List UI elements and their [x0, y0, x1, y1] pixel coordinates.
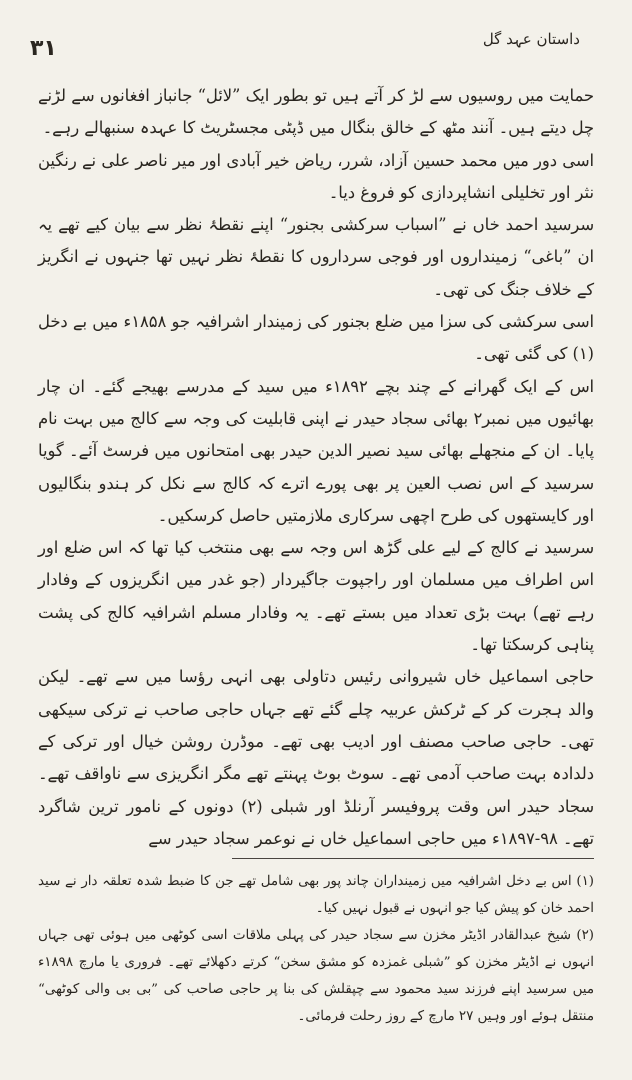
footnote-divider — [232, 858, 594, 859]
page-number: ۳۱ — [30, 36, 57, 61]
footnote: (۲) شیخ عبدالقادر اڈیٹر مخزن سے سجاد حیدر کی پہلی ملاقات اسی کوٹھی میں ہوئی تھی جہاں انہوں نے اڈیٹر مخزن کو ”شبلی غمزدہ کو مشق سخن“ کرتے دکھلائے تھے۔ فروری یا مارچ ۱۸۹۸ء میں سرسید اپنے فرزند سید محمود سے چپقلش کی بنا پر حاجی صاحب کی ”بی بی والی کوٹھی“ منتقل ہوئے اور وہیں ۲۷ مارچ کے روز رحلت فرمائی۔ — [38, 928, 594, 1024]
body-text — [38, 80, 594, 855]
paragraph: اسی دور میں محمد حسین آزاد، شرر، ریاض خیر آبادی اور میر ناصر علی نے رنگین نثر اور تخلیلی انشاپردازی کو فروغ دیا۔ — [38, 150, 594, 202]
paragraph: اس کے ایک گھرانے کے چند بچے ۱۸۹۲ء میں سید کے مدرسے بھیجے گئے۔ ان چار بھائیوں میں نمبر۲ بھائی سجاد حیدر نے اپنی قابلیت کی وجہ سے کالج میں بہت نام پایا۔ ان کے منجھلے بھائی سید نصیر الدین حیدر بھی امتحانوں میں فرسٹ آئے۔ گویا سرسید کے اس نصب العین پر بھی پورے اترے کہ کالج سے نکل کر ہندو بنگالیوں اور کایستھوں کی طرح اچھی سرکاری ملازمتیں حاصل کرسکیں۔ — [38, 376, 594, 525]
footnote: (۱) اس بے دخل اشرافیہ میں زمینداران چاند پور بھی شامل تھے جن کا ضبط شدہ تعلقہ دار نے سید احمد خان کو پیش کیا جو انہوں نے قبول نہیں کیا۔ — [38, 874, 594, 916]
footnotes — [38, 868, 594, 1030]
paragraph: سرسید نے کالج کے لیے علی گڑھ اس وجہ سے بھی منتخب کیا تھا کہ اس ضلع اور اس اطراف میں مسلمان اور راجپوت جاگیردار (جو غدر میں انگریزوں کے وفادار رہے تھے) بہت بڑی تعداد میں بستے تھے۔ یہ وفادار مسلم اشرافیہ کالج کی پشت پناہی کرسکتا تھا۔ — [38, 538, 594, 655]
paragraph: سرسید احمد خاں نے ”اسباب سرکشی بجنور“ اپنے نقطۂ نظر سے بیان کیے تھے یہ ان ”باغی“ زمینداروں اور فوجی سرداروں کا نقطۂ نظر نہیں تھا جنہوں نے انگریز کے خلاف جنگ کی تھی۔ — [38, 215, 594, 299]
running-title: داستان عہد گل — [482, 30, 580, 48]
paragraph: حمایت میں روسیوں سے لڑ کر آتے ہیں تو بطور ایک ”لائل“ جانباز افغانوں سے لڑنے چل دیتے ہیں۔ آنند مٹھ کے خالق بنگال میں ڈپٹی مجسٹریٹ کا عہدہ سنبھالے رہے۔ — [38, 86, 594, 138]
paragraph: حاجی اسماعیل خاں شیروانی رئیس دتاولی بھی انہی رؤسا میں سے تھے۔ لیکن والد ہجرت کر کے ٹرکش عربیہ چلے گئے تھے جہاں حاجی صاحب نے ترکی سیکھی تھی۔ حاجی صاحب مصنف اور ادیب بھی تھے۔ موڈرن روشن خیال اور ترکی کے دلدادہ بہت صاحب آدمی تھے۔ سوٹ بوٹ پہنتے تھے مگر انگریزی سے ناواقف تھے۔ سجاد حیدر اس وقت پروفیسر آرنلڈ اور شبلی (۲) دونوں کے نامور ترین شاگرد تھے۔ ۹۸-۱۸۹۷ء میں حاجی اسماعیل خاں نے نوعمر سجاد حیدر سے — [38, 667, 595, 848]
paragraph: اسی سرکشی کی سزا میں ضلع بجنور کی زمیندار اشرافیہ جو ۱۸۵۸ء میں بے دخل (۱) کی گئی تھی۔ — [38, 312, 594, 364]
